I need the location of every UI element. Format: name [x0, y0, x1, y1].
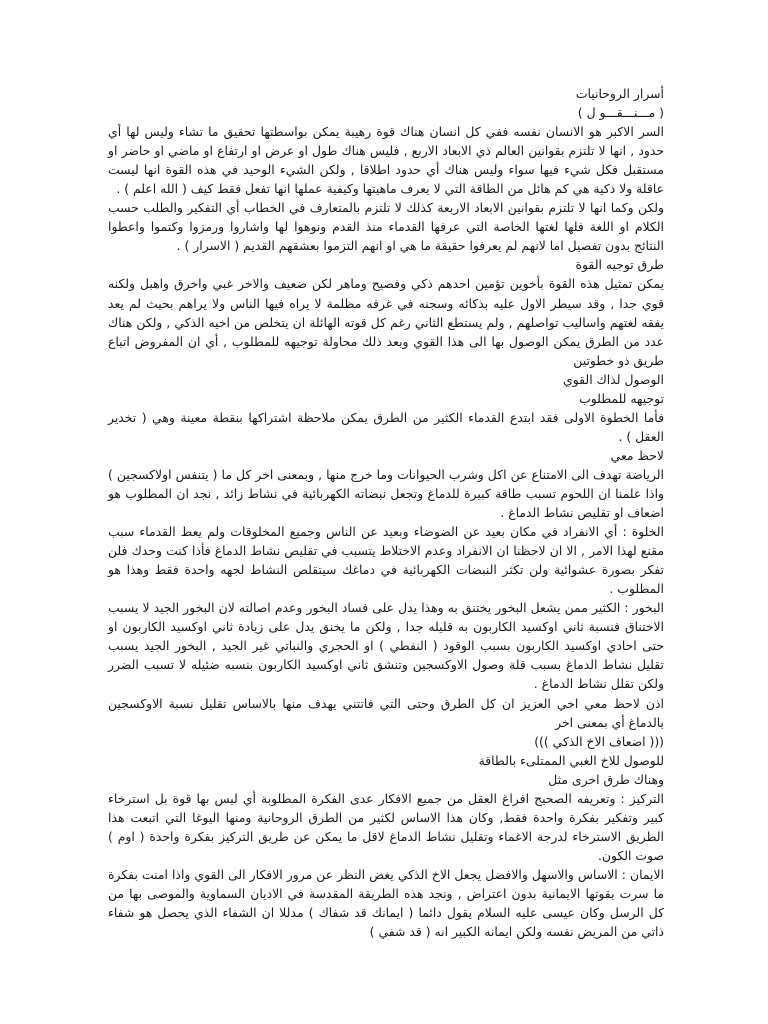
document-title: أسرار الروحانيات — [575, 86, 664, 101]
paragraph: يمكن تمثيل هذه القوة بأخوين تؤمين احدهم ذكي وفصيح وماهر لكن ضعيف والاخر غبي واخرق واهبل ولكنه قوي جدا , وقد سيطر الاول عليه بذكائه وسجنه في غرفه مظلمة لا يراه فيها الناس ولا يراهم بحيث لم يعد يفقه لغتهم واساليب تواصلهم , ولم يستطع الثاني رغم كل قوته الهائلة ان يتخلص من اخيه الذكي , ولكن هناك عدد من الطرق يمكن الوصول بها الى هذا القوي وبعد ذلك محاولة توجيهه للمطلوب , أي ان المفروض اتباع طريق ذو خطوتين — [108, 276, 664, 368]
paragraph: الرياضة تهدف الى الامتناع عن اكل وشرب الحيوانات وما خرج منها , وبمعنى اخر كل ما ( يتنفس اولاكسجين ) واذا علمنا ان اللحوم تسبب طاقة كبيرة للدماغ وتجعل نبضاته الكهربائية في نشاط زائد , نجد ان المطلوب هو اضعاف او تقليص نشاط الدماغ . — [108, 466, 664, 521]
paragraph: التركيز : وتعريفه الصحيح افراغ العقل من جميع الافكار عدى الفكرة المطلوبة أي ليس بها قوة بل استرخاء كبير وتفكير بفكرة واحدة فقط, وكان هذا الاساس لكثير من الطرق الروحانية ومنها اليوغا التي اتبعت هذا الطريق الاسترخاء لدرجة الاغماء وتقليل نشاط الدماغ لاقل ما يمكن عن طريق التركيز بفكرة واحدة ( اوم ) صوت الكون. — [108, 790, 664, 863]
document-page — [108, 84, 664, 941]
paragraph: اذن لاحظ معي اخي العزيز ان كل الطرق وحتى التي فاتتني يهدف منها بالاساس تقليل نسبة الاوكسجين بالدماغ أي بمعنى اخر — [108, 695, 664, 730]
paragraph: السر الاكبر هو الانسان نفسه ففي كل انسان هناك قوة رهيبة يمكن بواسطتها تحقيق ما تشاء وليس لها أي حدود , انها لا تلتزم بقوانين العالم ذي الابعاد الاربع , فليس هناك طول او عرض او ارتفاع او ماضي او حاضر او مستقبل فكل شيء فيها سواء وليس هناك أي حدود اطلاقا , ولكن الشيء الوحيد في هذه القوة انها ليست عاقلة ولا ذكية هي كم هائل من الطاقة التي لا يعرف ماهيتها وكيفية عملها انها تفعل فقط كيف ( الله اعلم ) . — [108, 124, 664, 197]
note-line: لاحظ معي — [610, 447, 664, 463]
paragraph: الخلوة : أي الانفراد في مكان بعيد عن الضوضاء وبعيد عن الناس وجميع المخلوقات ولم يعط القدماء سبب مقنع لهذا الامر , الا ان لاحظنا ان الانفراد وعدم الاختلاط يتسبب في تقليص نشاط الدماغ فأذا كنت وحدك فلن تفكر بصورة عشوائية ولن تكثر النبضات الكهربائية في دماغك سيتقلص النشاط لجهه واحدة فقط وهذا هو المطلوب . — [108, 524, 664, 597]
source-note: ( مـــنـــقـــو ل ) — [577, 105, 664, 121]
note-line: وهناك طرق اخرى مثل — [548, 771, 664, 787]
emphasis-line: ((( اضعاف الاخ الذكي ))) — [534, 733, 664, 749]
paragraph: ولكن وكما انها لا تلتزم بقوانين الابعاد الاربعة كذلك لا تلتزم بالمتعارف في الخطاب أي التفكير والطلب حسب الكلام او اللغة فلها لغتها الخاصة التي عرفها القدماء منذ القدم ونوهوا لها واشاروا ورمزوا وكتموا واعطوا النتائج بدون تفصيل اما لانهم لم يعرفوا حقيقة ما هي او انهم التزموا بعشقهم القديم ( الاسرار ) . — [108, 200, 664, 254]
section-heading: طرق توجيه القوة — [575, 257, 664, 273]
note-line: للوصول للاخ الغبي الممتلىء بالطاقة — [478, 752, 664, 768]
paragraph: فأما الخطوة الاولى فقد ابتدع القدماء الكثير من الطرق يمكن ملاحظة اشتراكها بنقطة معينة وهي ( تخدير العقل ) . — [108, 409, 664, 444]
paragraph: الايمان : الاساس والاسهل والافضل يجعل الاخ الذكي يغض النظر عن مرور الافكار الى القوي واذا امنت بفكرة ما سرت بقوتها الايمانية بدون اعتراض , ونجد هذه الطريقة المقدسة في الاديان السماوية والموصى بها من كل الرسل وكان عيسى عليه السلام يقول دائما ( ايمانك قد شفاك ) مدللا ان الشفاء الذي يحصل هو شفاء ذاتي من المريض نفسه ولكن ايمانه الكبير انه ( قد شفي ) — [108, 866, 664, 940]
paragraph: البخور : الكثير ممن يشعل البخور يختنق به وهذا يدل على فساد البخور وعدم اصالته لان البخور الجيد لا يسبب الاختناق فنسبة ثاني اوكسيد الكاربون به قليله جدا , ولكن ما يخنق يدل على زيادة ثاني اوكسيد الكاربون او حتى احادي اوكسيد الكاربون بسبب الوقود ( النفطي ) او الحجري والنباتي غير الجيد , البخور الجيد يسبب تقليل نشاط الدماغ بسبب قلة وصول الاوكسجين وتنشق ثاني اوكسيد الكاربون بنسبه ضئيله لا تسبب الضرر ولكن تقلل نشاط الدماغ . — [108, 600, 664, 692]
step-item: الوصول لذاك القوي — [563, 371, 664, 387]
step-item: توجيهه للمطلوب — [579, 390, 664, 406]
